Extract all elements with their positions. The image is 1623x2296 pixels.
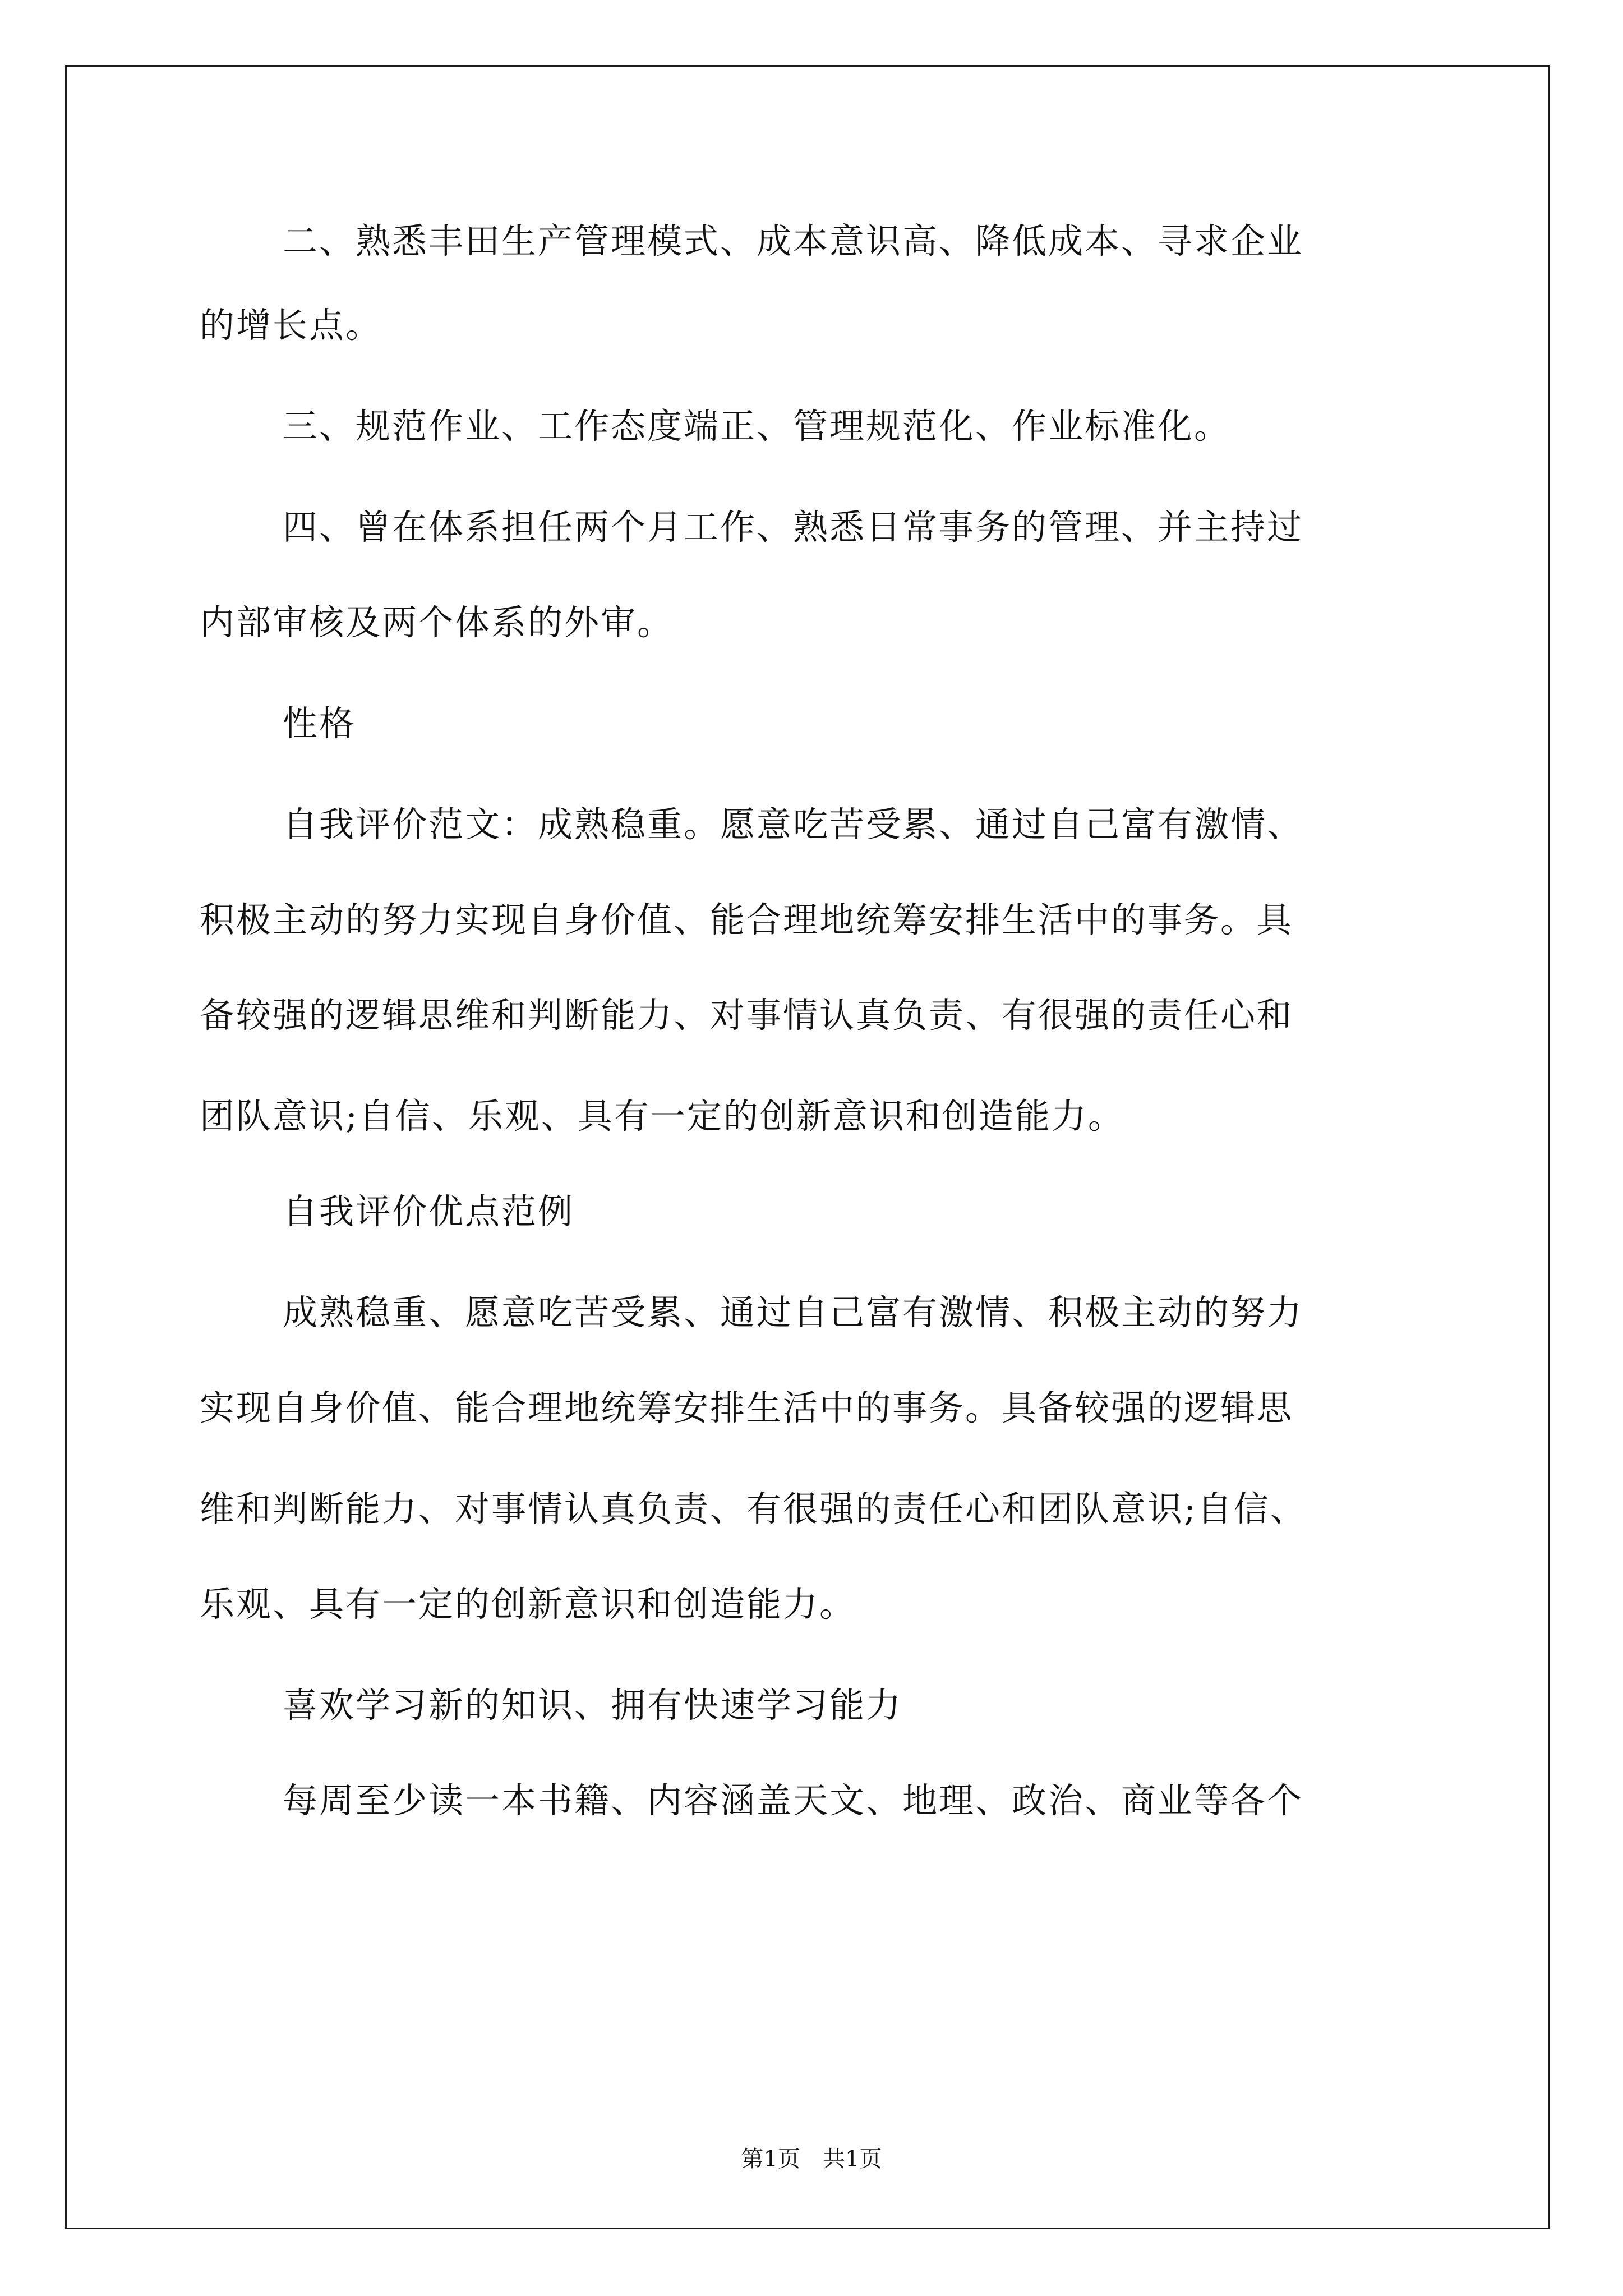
- section-heading: 性格: [283, 703, 356, 744]
- paragraph-line: 备较强的逻辑思维和判断能力、对事情认真负责、有很强的责任心和: [200, 995, 1294, 1036]
- paragraph-line: 三、规范作业、工作态度端正、管理规范化、作业标准化。: [283, 406, 1231, 447]
- paragraph-line: 内部审核及两个体系的外审。: [200, 602, 674, 643]
- paragraph-line: 团队意识;自信、乐观、具有一定的创新意识和创造能力。: [200, 1096, 1124, 1137]
- section-heading: 喜欢学习新的知识、拥有快速学习能力: [283, 1685, 903, 1726]
- section-heading: 自我评价优点范例: [283, 1191, 575, 1232]
- paragraph-line: 四、曾在体系担任两个月工作、熟悉日常事务的管理、并主持过: [283, 507, 1304, 547]
- paragraph-line: 成熟稳重、愿意吃苦受累、通过自己富有激情、积极主动的努力: [283, 1292, 1304, 1333]
- page-border: [65, 65, 1550, 2229]
- paragraph-line: 乐观、具有一定的创新意识和创造能力。: [200, 1584, 856, 1625]
- paragraph-line: 每周至少读一本书籍、内容涵盖天文、地理、政治、商业等各个: [283, 1780, 1304, 1821]
- paragraph-line: 自我评价范文：成熟稳重。愿意吃苦受累、通过自己富有激情、: [283, 804, 1304, 845]
- paragraph-line: 维和判断能力、对事情认真负责、有很强的责任心和团队意识;自信、: [200, 1488, 1307, 1529]
- page-footer: 第1页 共1页: [741, 2146, 882, 2172]
- paragraph-line: 实现自身价值、能合理地统筹安排生活中的事务。具备较强的逻辑思: [200, 1387, 1294, 1428]
- paragraph-line: 积极主动的努力实现自身价值、能合理地统筹安排生活中的事务。具: [200, 899, 1294, 940]
- paragraph-line: 二、熟悉丰田生产管理模式、成本意识高、降低成本、寻求企业: [283, 220, 1304, 261]
- paragraph-line: 的增长点。: [200, 305, 382, 346]
